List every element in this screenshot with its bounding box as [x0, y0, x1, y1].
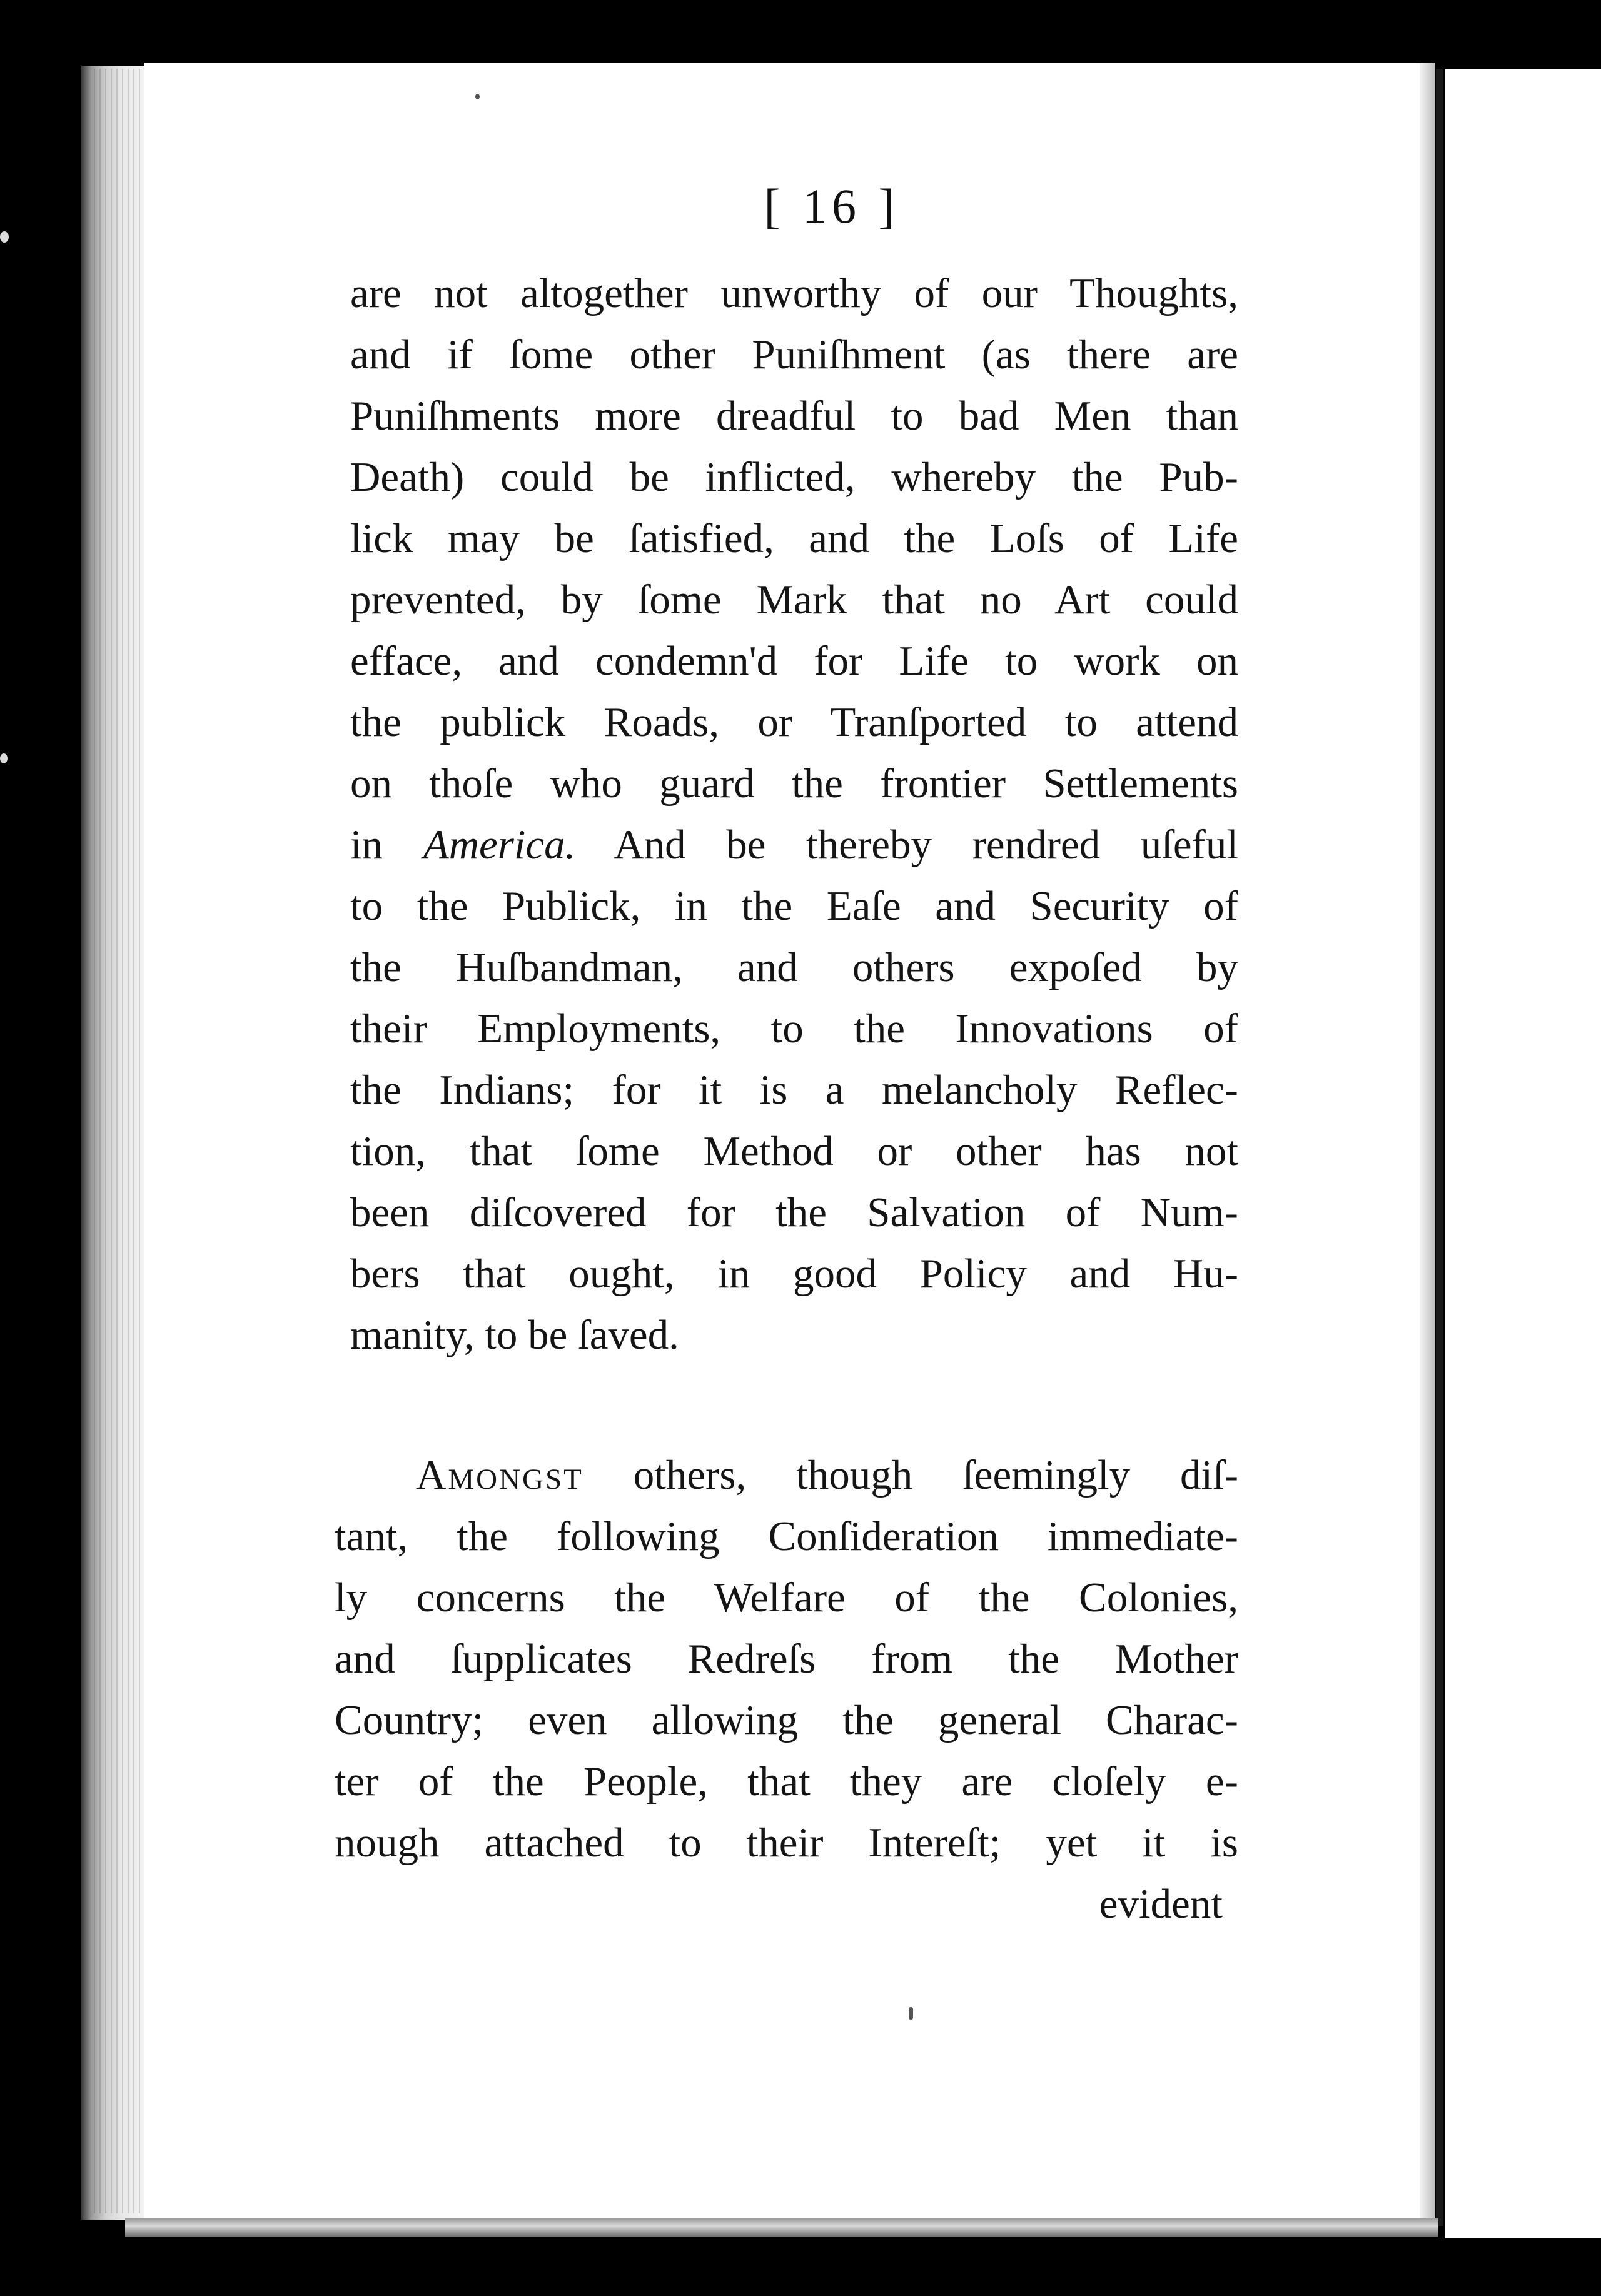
text-line: prevented, by ſome Mark that no Art could: [350, 577, 1238, 623]
text-line: been diſcovered for the Salvation of Num-: [350, 1189, 1238, 1236]
text-segment: others, though ſeemingly diſ-: [583, 1452, 1238, 1498]
ink-speck: [909, 2007, 913, 2020]
scan-artifact: [0, 231, 9, 243]
facing-page: [1445, 69, 1601, 2238]
text-segment: in: [350, 822, 423, 868]
text-line: and if ſome other Puniſhment (as there are: [350, 331, 1238, 378]
text-line: the publick Roads, or Tranſported to attend: [350, 699, 1238, 745]
text-line: Puniſhments more dreadful to bad Men than: [350, 393, 1238, 439]
text-line: on thoſe who guard the frontier Settlements: [350, 760, 1238, 807]
text-line: nough attached to their Intereſt; yet it is: [335, 1820, 1238, 1866]
text-line: lick may be ſatisfied, and the Loſs of Life: [350, 515, 1238, 561]
text-line: manity, to be ſaved.: [350, 1312, 679, 1358]
text-line: tant, the following Conſideration immediate-: [335, 1513, 1238, 1559]
text-line: efface, and condemn'd for Life to work on: [350, 638, 1238, 684]
page-stack-lines: [94, 69, 150, 2213]
text-line: ter of the People, that they are cloſely e-: [335, 1758, 1238, 1805]
text-line: ly concerns the Welfare of the Colonies,: [335, 1574, 1238, 1621]
text-line: the Huſbandman, and others expoſed by: [350, 944, 1238, 990]
text-line: tion, that ſome Method or other has not: [350, 1128, 1238, 1174]
italic-place-name: America.: [423, 822, 576, 868]
text-line: to the Publick, in the Eaſe and Security of: [350, 883, 1238, 929]
book-gutter: [1436, 69, 1443, 2226]
text-line: the Indians; for it is a melancholy Reflec-: [350, 1067, 1238, 1113]
text-line: are not altogether unworthy of our Thoughts,: [350, 270, 1238, 316]
page-number-header: [ 16 ]: [764, 179, 900, 233]
ink-speck: [475, 94, 480, 99]
text-line: their Employments, to the Innovations of: [350, 1005, 1238, 1052]
page-right-shadow: [1420, 63, 1435, 2220]
text-line: [416, 1444, 1238, 1506]
text-segment: And be thereby rendred uſeful: [575, 822, 1238, 868]
text-line: Death) could be inflicted, whereby the Pub-: [350, 454, 1238, 500]
text-line: Country; even allowing the general Charac-: [335, 1697, 1238, 1743]
catchword: evident: [1099, 1881, 1223, 1927]
text-line: bers that ought, in good Policy and Hu-: [350, 1251, 1238, 1297]
scan-artifact: [0, 753, 8, 763]
text-line: [350, 814, 1238, 875]
small-caps-opening-word: Amongst: [416, 1452, 583, 1498]
text-line: and ſupplicates Redreſs from the Mother: [335, 1636, 1238, 1682]
page-bottom-edge: [125, 2218, 1438, 2237]
